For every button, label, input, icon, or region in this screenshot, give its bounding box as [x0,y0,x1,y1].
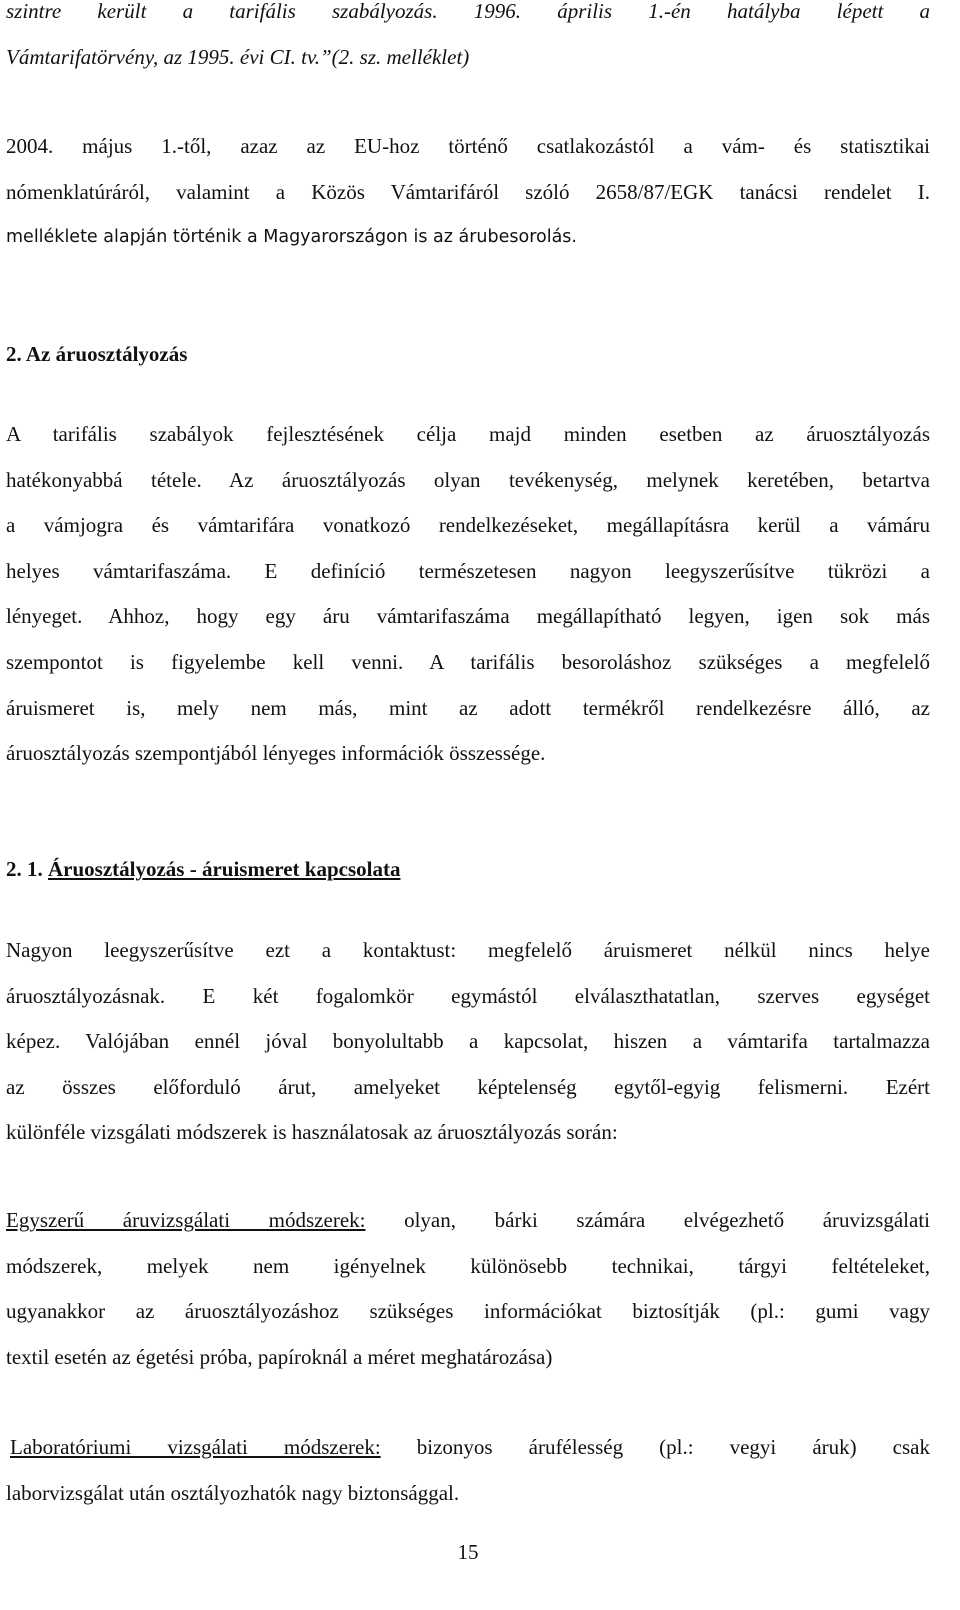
intro-line-1: szintre került a tarifális szabályozás. 1996. április 1.-én hatályba lépett a [6,0,930,23]
section-2-body [6,412,930,777]
simple-methods-line-1 [6,1198,930,1244]
lab-methods-line-2: laborvizsgálat után osztályozhatók nagy biztonsággal. [6,1480,460,1505]
simple-methods-paragraph [6,1198,930,1380]
section-2-line: a vámjogra és vámtarifára vonatkozó rendelkezéseket, megállapításra kerül a vámáru [6,513,930,538]
section-2-line: áruismeret is, mely nem más, mint az adott termékről rendelkezésre álló, az [6,695,930,720]
section-2-1-line: áruosztályozásnak. E két fogalomkör egymástól elválaszthatatlan, szerves egységet [6,983,930,1008]
simple-methods-term: Egyszerű áruvizsgálati módszerek: [6,1208,366,1232]
section-2-1-body [6,928,930,1156]
simple-methods-line: textil esetén az égetési próba, papíroknál a méret meghatározása) [6,1344,553,1369]
section-2-1-heading [6,855,400,883]
section-2-line: A tarifális szabályok fejlesztésének célja majd minden esetben az áruosztályozás [6,422,930,446]
section-2-1-title: Áruosztályozás - áruismeret kapcsolata [48,857,401,881]
simple-methods-line: ugyanakkor az áruosztályozáshoz szükséges információkat biztosítják (pl.: gumi vagy [6,1299,930,1324]
lab-methods-term: Laboratóriumi vizsgálati módszerek: [10,1435,381,1459]
page-number: 15 [457,1540,479,1564]
eu-line-2: nómenklatúráról, valamint a Közös Vámtarifáról szóló 2658/87/EGK tanácsi rendelet I. [6,179,930,204]
intro-paragraph [6,0,930,80]
section-2-1-line: különféle vizsgálati módszerek is használatosak az áruosztályozás során: [6,1120,618,1145]
section-2-line: áruosztályozás szempontjából lényeges információk összessége. [6,741,546,766]
eu-line-1: 2004. május 1.-től, azaz az EU-hoz történő csatlakozástól a vám- és statisztikai [6,134,930,158]
intro-line-2: Vámtarifatörvény, az 1995. évi CI. tv.”(2. sz. melléklet) [6,44,470,69]
section-2-line: szempontot is figyelembe kell venni. A tarifális besoroláshoz szükséges a megfelelő [6,649,930,674]
section-2-line: helyes vámtarifaszáma. E definíció természetesen nagyon leegyszerűsítve tükrözi a [6,558,930,583]
eu-paragraph [6,124,930,261]
eu-line-3: melléklete alapján történik a Magyarországon is az árubesorolás. [6,227,577,248]
lab-methods-line-1-rest: bizonyos árufélesség (pl.: vegyi áruk) csak [380,1435,930,1459]
lab-methods-line-1 [10,1425,930,1471]
simple-methods-line: módszerek, melyek nem igényelnek különösebb technikai, tárgyi feltételeket, [6,1253,930,1278]
section-2-heading: 2. Az áruosztályozás [6,342,188,366]
simple-methods-line-1-rest: olyan, bárki számára elvégezhető áruvizsgálati [365,1208,930,1232]
section-2-line: hatékonyabbá tétele. Az áruosztályozás olyan tevékenység, melynek keretében, betartva [6,467,930,492]
section-2-1-line: Nagyon leegyszerűsítve ezt a kontaktust: megfelelő áruismeret nélkül nincs helye [6,938,930,962]
section-2-1-line: az összes előforduló árut, amelyeket képtelenség egytől-egyig felismerni. Ezért [6,1074,930,1099]
section-2-1-line: képez. Valójában ennél jóval bonyolultabb a kapcsolat, hiszen a vámtarifa tartalmazza [6,1029,930,1054]
section-2-line: lényeget. Ahhoz, hogy egy áru vámtarifaszáma megállapítható legyen, igen sok más [6,604,930,629]
section-2-1-number: 2. 1. [6,857,43,881]
lab-methods-paragraph [6,1425,930,1516]
